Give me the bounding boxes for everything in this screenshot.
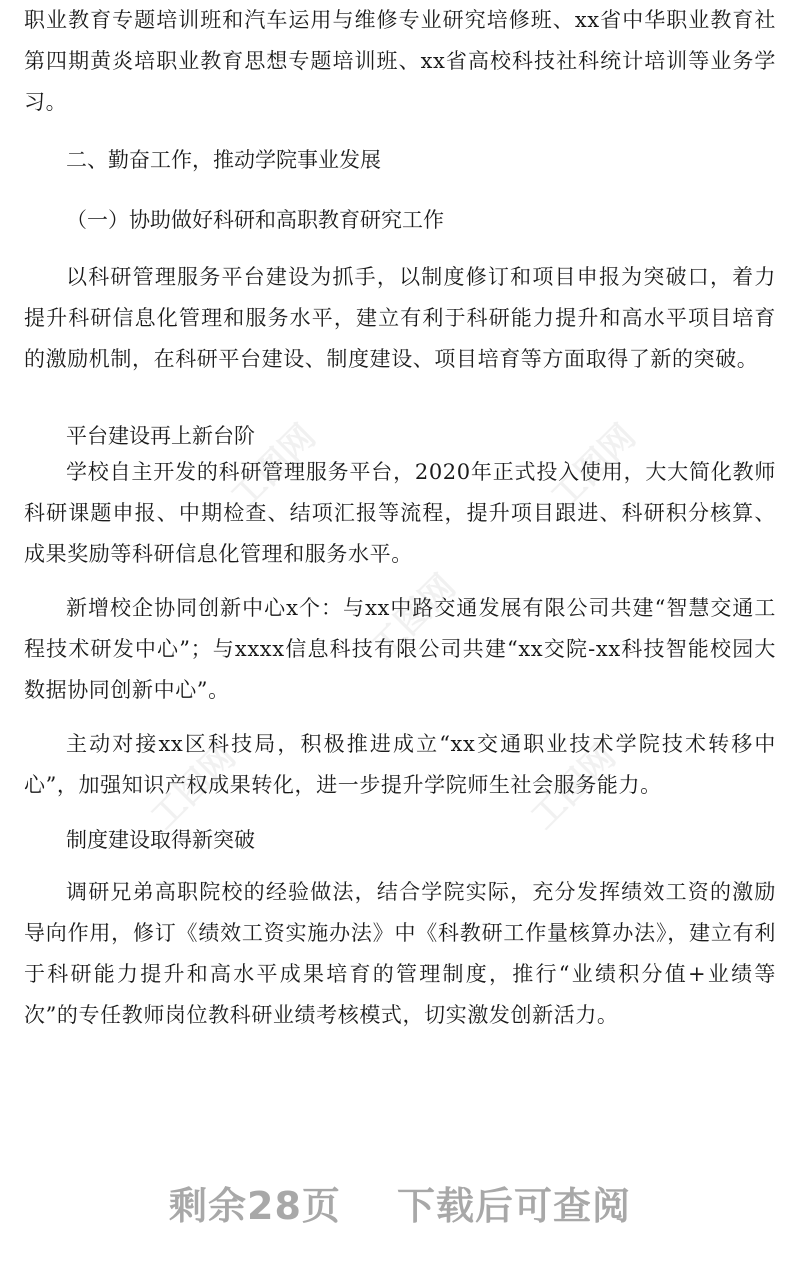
download-prompt[interactable] [0,1175,800,1230]
subheading-system: 制度建设取得新突破 [66,828,255,852]
watermark-logo: 工图网 [523,736,624,838]
paragraph-platform-launch: 学校自主开发的科研管理服务平台，2020年正式投入使用，大大简化教师科研课题申报、中期检查、结项汇报等流程，提升项目跟进、科研积分核算、成果奖励等科研信息化管理和服务水平。 [24,460,776,566]
paragraph-training: 职业教育专题培训班和汽车运用与维修专业研究培修班、xx省中华职业教育社第四期黄炎培职业教育思想专题培训班、xx省高校科技社科统计培训等业务学习。 [24,8,776,114]
paragraph-system-reform: 调研兄弟高职院校的经验做法，结合学院实际，充分发挥绩效工资的激励导向作用，修订《绩效工资实施办法》中《科教研工作量核算办法》，建立有利于科研能力提升和高水平成果培育的管理制度，推行“业绩积分值+业绩等次”的专任教师岗位教科研业绩考核模式，切实激发创新活力。 [24,880,776,1027]
watermark-logo: 工图网 [143,736,244,838]
paragraph-innovation-centers: 新增校企协同创新中心x个：与xx中路交通发展有限公司共建“智慧交通工程技术研发中心”；与xxxx信息科技有限公司共建“xx交院-xx科技智能校园大数据协同创新中心”。 [24,596,776,702]
subheading-platform: 平台建设再上新台阶 [66,424,255,448]
paragraph-research-platform: 以科研管理服务平台建设为抓手，以制度修订和项目申报为突破口，着力提升科研信息化管理和服务水平，建立有利于科研能力提升和高水平项目培育的激励机制，在科研平台建设、制度建设、项目培育等方面取得了新的突破。 [24,265,776,371]
watermark-logo: 工图网 [363,566,464,668]
subsection-heading-research: （一）协助做好科研和高职教育研究工作 [66,208,444,232]
download-to-view-label: 下载后可查阅 [396,1184,631,1228]
section-heading-work: 二、勤奋工作，推动学院事业发展 [66,148,381,172]
watermark-logo: 工图网 [223,416,324,518]
paragraph-tech-transfer: 主动对接xx区科技局，积极推进成立“xx交通职业技术学院技术转移中心”，加强知识产权成果转化，进一步提升学院师生社会服务能力。 [24,732,776,797]
remaining-pages-label: 剩余28页 [169,1184,341,1228]
watermark-logo: 工图网 [543,416,644,518]
